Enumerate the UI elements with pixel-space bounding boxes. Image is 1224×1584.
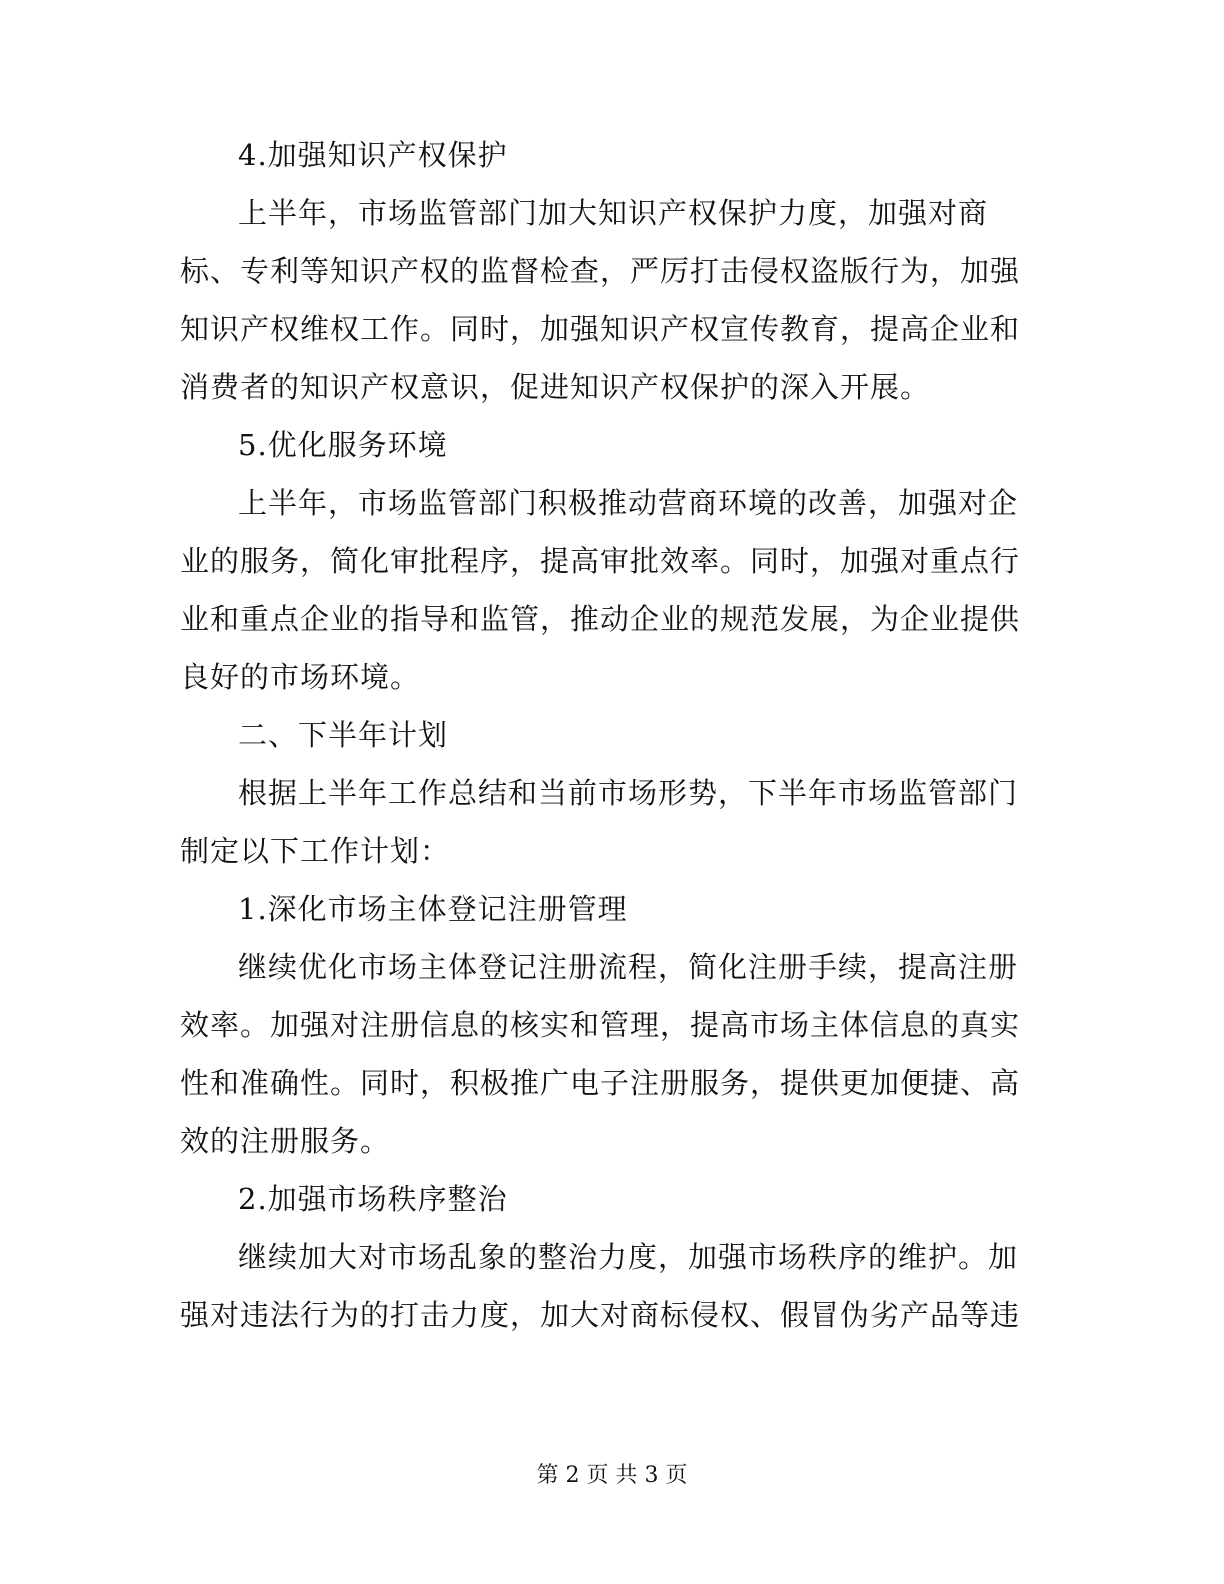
paragraph-line: 消费者的知识产权意识，促进知识产权保护的深入开展。 (180, 370, 931, 404)
section-heading-second-half-plan: 二、下半年计划 (238, 718, 449, 752)
paragraph-line: 效率。加强对注册信息的核实和管理，提高市场主体信息的真实 (180, 1008, 1021, 1042)
document-body (180, 126, 1020, 1344)
paragraph-line: 良好的市场环境。 (180, 660, 421, 694)
paragraph-line: 业的服务，简化审批程序，提高审批效率。同时，加强对重点行 (180, 544, 1021, 578)
paragraph-line: 根据上半年工作总结和当前市场形势，下半年市场监管部门 (238, 776, 1019, 810)
section-heading-ip-protection: 4.加强知识产权保护 (238, 138, 508, 172)
paragraph-line: 上半年，市场监管部门加大知识产权保护力度，加强对商 (238, 196, 989, 230)
paragraph-line: 制定以下工作计划： (180, 834, 451, 868)
section-heading-registration: 1.深化市场主体登记注册管理 (238, 892, 628, 926)
paragraph-line: 业和重点企业的指导和监管，推动企业的规范发展，为企业提供 (180, 602, 1021, 636)
paragraph-line: 继续优化市场主体登记注册流程，简化注册手续，提高注册 (238, 950, 1019, 984)
paragraph-line: 强对违法行为的打击力度，加大对商标侵权、假冒伪劣产品等违 (180, 1298, 1021, 1332)
paragraph-line: 标、专利等知识产权的监督检查，严厉打击侵权盗版行为，加强 (180, 254, 1021, 288)
paragraph-line: 性和准确性。同时，积极推广电子注册服务，提供更加便捷、高 (180, 1066, 1021, 1100)
paragraph-line: 效的注册服务。 (180, 1124, 391, 1158)
paragraph-line: 继续加大对市场乱象的整治力度，加强市场秩序的维护。加 (238, 1240, 1019, 1274)
page-number-footer: 第 2 页 共 3 页 (536, 1463, 688, 1488)
section-heading-service-environment: 5.优化服务环境 (238, 428, 448, 462)
paragraph-line: 知识产权维权工作。同时，加强知识产权宣传教育，提高企业和 (180, 312, 1021, 346)
paragraph-line: 上半年，市场监管部门积极推动营商环境的改善，加强对企 (238, 486, 1019, 520)
section-heading-market-order: 2.加强市场秩序整治 (238, 1182, 508, 1216)
